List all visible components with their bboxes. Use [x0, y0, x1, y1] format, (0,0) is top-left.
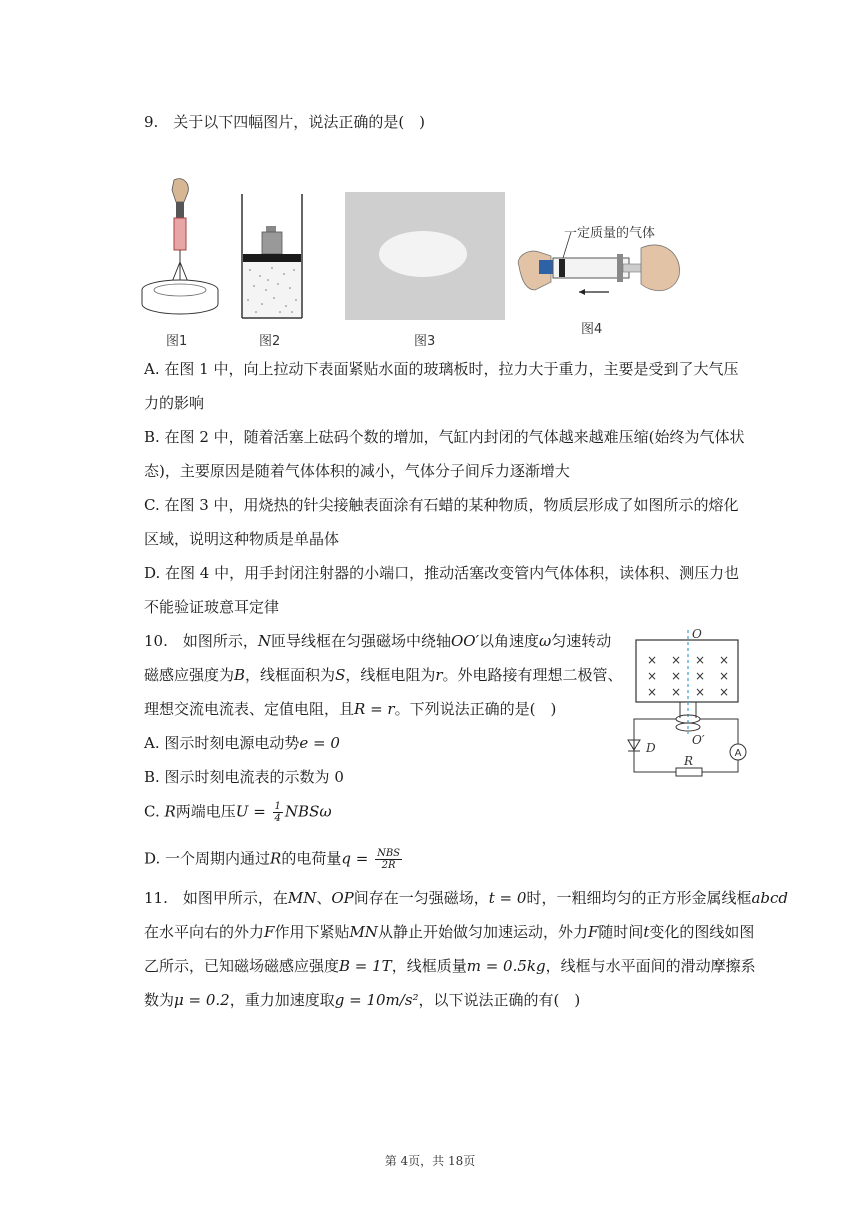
figure-1-glass-plate [138, 176, 222, 316]
q11-stem-line3: 乙所示，已知磁场磁感应强度B = 1T，线框质量m = 0.5kg，线框与水平面间的滑动摩擦系 [144, 957, 756, 975]
svg-text:×: × [670, 669, 682, 683]
svg-text:×: × [694, 669, 706, 683]
q9-option-b-line1: B. 在图 2 中，随着活塞上砝码个数的增加，气缸内封闭的气体越来越难压缩(始终为气体状 [144, 428, 745, 446]
q9-option-b-line2: 态)，主要原因是随着气体体积的减小，气体分子间斥力逐渐增大 [144, 462, 570, 480]
svg-text:×: × [646, 653, 658, 667]
svg-text:×: × [670, 685, 682, 699]
q10-option-b: B. 图示时刻电流表的示数为 0 [144, 768, 344, 786]
q9-option-c-line2: 区域，说明这种物质是单晶体 [144, 530, 340, 548]
q10-option-c: C. R两端电压U = $\frac{1}{4}$ NBSω [144, 801, 332, 824]
q10-label-R: R [684, 754, 694, 768]
figure-1-label: 图1 [166, 334, 188, 349]
q11-stem-line2: 在水平向右的外力F作用下紧贴MN从静止开始做匀加速运动，外力F随时间t变化的图线如图 [144, 923, 755, 941]
svg-text:×: × [670, 653, 682, 667]
svg-text:×: × [718, 669, 730, 683]
q10-stem-line1: 10. 如图所示，N匝导线框在匀强磁场中绕轴OO′以角速度ω匀速转动 [144, 632, 612, 650]
q10-circuit-diagram [620, 626, 760, 780]
figure-4-annotation: 一定质量的气体 [564, 226, 656, 241]
q10-label-A: A [734, 748, 742, 759]
q10-stem-line2: 磁感应强度为B，线框面积为S，线框电阻为r。外电路接有理想二极管、 [144, 666, 623, 684]
figure-3-wax-plate [345, 192, 505, 320]
svg-text:×: × [694, 685, 706, 699]
q9-option-d-line2: 不能验证玻意耳定律 [144, 598, 280, 616]
q9-option-c-line1: C. 在图 3 中，用烧热的针尖接触表面涂有石蜡的某种物质，物质层形成了如图所示的熔化 [144, 496, 739, 514]
q11-stem-line1: 11. 如图甲所示，在MN、OP间存在一匀强磁场，t = 0时，一粗细均匀的正方形金属线框abcd [144, 889, 789, 907]
page-footer: 第 4页，共 18页 [384, 1154, 476, 1168]
figure-2-cylinder [238, 192, 306, 322]
figure-2-label: 图2 [259, 334, 281, 349]
q10-label-O: O [692, 627, 702, 641]
svg-text:×: × [718, 653, 730, 667]
q9-option-a-line1: A. 在图 1 中，向上拉动下表面紧贴水面的玻璃板时，拉力大于重力，主要是受到了大气压 [144, 360, 739, 378]
svg-text:×: × [694, 653, 706, 667]
q9-option-a-line2: 力的影响 [144, 394, 205, 412]
q9-option-d-line1: D. 在图 4 中，用手封闭注射器的小端口，推动活塞改变管内气体体积，读体积、测压力也 [144, 564, 740, 582]
q10-label-D: D [646, 741, 656, 755]
svg-text:×: × [718, 685, 730, 699]
svg-text:×: × [646, 669, 658, 683]
figure-3-label: 图3 [414, 334, 436, 349]
figure-4-label: 图4 [581, 322, 603, 337]
svg-text:×: × [646, 685, 658, 699]
q10-stem-line3: 理想交流电流表、定值电阻，且R = r。下列说法正确的是( ) [144, 700, 557, 718]
q10-option-a: A. 图示时刻电源电动势e = 0 [144, 734, 340, 752]
q10-label-Oprime: O′ [692, 733, 705, 747]
q11-stem-line4: 数为μ = 0.2，重力加速度取g = 10m/s²，以下说法正确的有( ) [144, 991, 581, 1009]
q10-option-d: D. 一个周期内通过R的电荷量q = $\frac{\text{NBS}}{2R}$ [144, 848, 401, 871]
q9-stem: 9. 关于以下四幅图片，说法正确的是( ) [144, 113, 426, 131]
